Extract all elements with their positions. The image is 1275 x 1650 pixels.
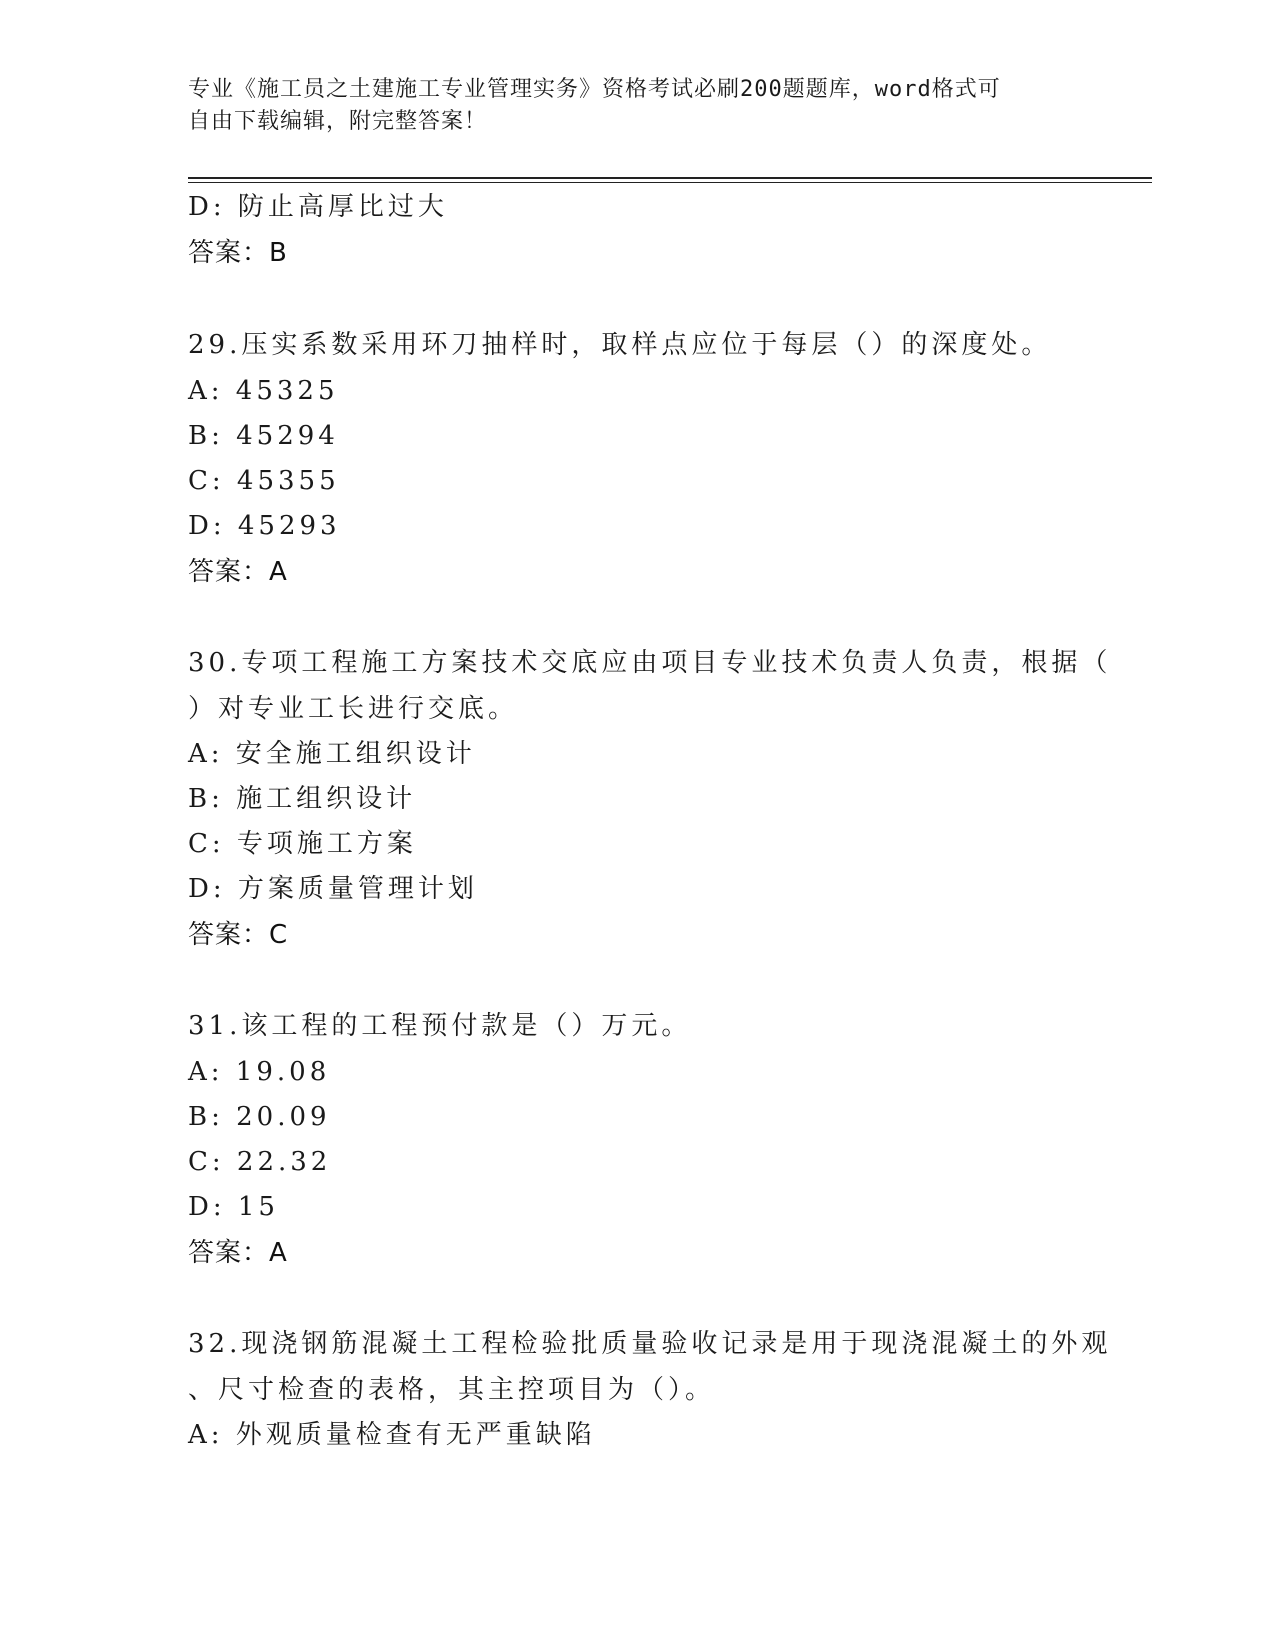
prev-answer: 答案：B bbox=[188, 238, 288, 268]
header-rule-thick bbox=[188, 177, 1152, 179]
q29-answer: 答案：A bbox=[188, 557, 288, 587]
q30-answer: 答案：C bbox=[188, 920, 289, 950]
q29-stem: 29.压实系数采用环刀抽样时，取样点应位于每层（）的深度处。 bbox=[188, 330, 1052, 360]
q29-option-c: C: 45355 bbox=[188, 466, 340, 496]
q32-stem-line-1: 32.现浇钢筋混凝土工程检验批质量验收记录是用于现浇混凝土的外观 bbox=[188, 1329, 1112, 1359]
q30-option-d: D: 方案质量管理计划 bbox=[188, 874, 478, 904]
q30-option-c: C: 专项施工方案 bbox=[188, 829, 417, 859]
q31-stem: 31.该工程的工程预付款是（）万元。 bbox=[188, 1011, 692, 1041]
q31-option-a: A: 19.08 bbox=[188, 1057, 331, 1087]
q29-option-b: B: 45294 bbox=[188, 421, 339, 451]
q31-option-d: D: 15 bbox=[188, 1192, 279, 1222]
q31-option-c: C: 22.32 bbox=[188, 1147, 332, 1177]
header-line-1: 专业《施工员之土建施工专业管理实务》资格考试必刷200题题库，word格式可 bbox=[188, 77, 1001, 102]
q30-option-a: A: 安全施工组织设计 bbox=[188, 739, 476, 769]
q32-option-a: A: 外观质量检查有无严重缺陷 bbox=[188, 1420, 596, 1450]
prev-option-d: D: 防止高厚比过大 bbox=[188, 192, 448, 222]
document-header bbox=[188, 74, 1088, 138]
q32-stem-line-2: 、尺寸检查的表格，其主控项目为（）。 bbox=[188, 1375, 716, 1405]
header-line-2: 自由下载编辑，附完整答案！ bbox=[188, 109, 488, 134]
q31-answer: 答案：A bbox=[188, 1238, 288, 1268]
q31-option-b: B: 20.09 bbox=[188, 1102, 331, 1132]
q30-stem-line-2: ）对专业工长进行交底。 bbox=[188, 694, 519, 724]
header-rule-thin bbox=[188, 182, 1152, 183]
q29-option-d: D: 45293 bbox=[188, 511, 341, 541]
q29-option-a: A: 45325 bbox=[188, 376, 339, 406]
q30-stem-line-1: 30.专项工程施工方案技术交底应由项目专业技术负责人负责，根据（ bbox=[188, 648, 1112, 678]
q30-option-b: B: 施工组织设计 bbox=[188, 784, 417, 814]
